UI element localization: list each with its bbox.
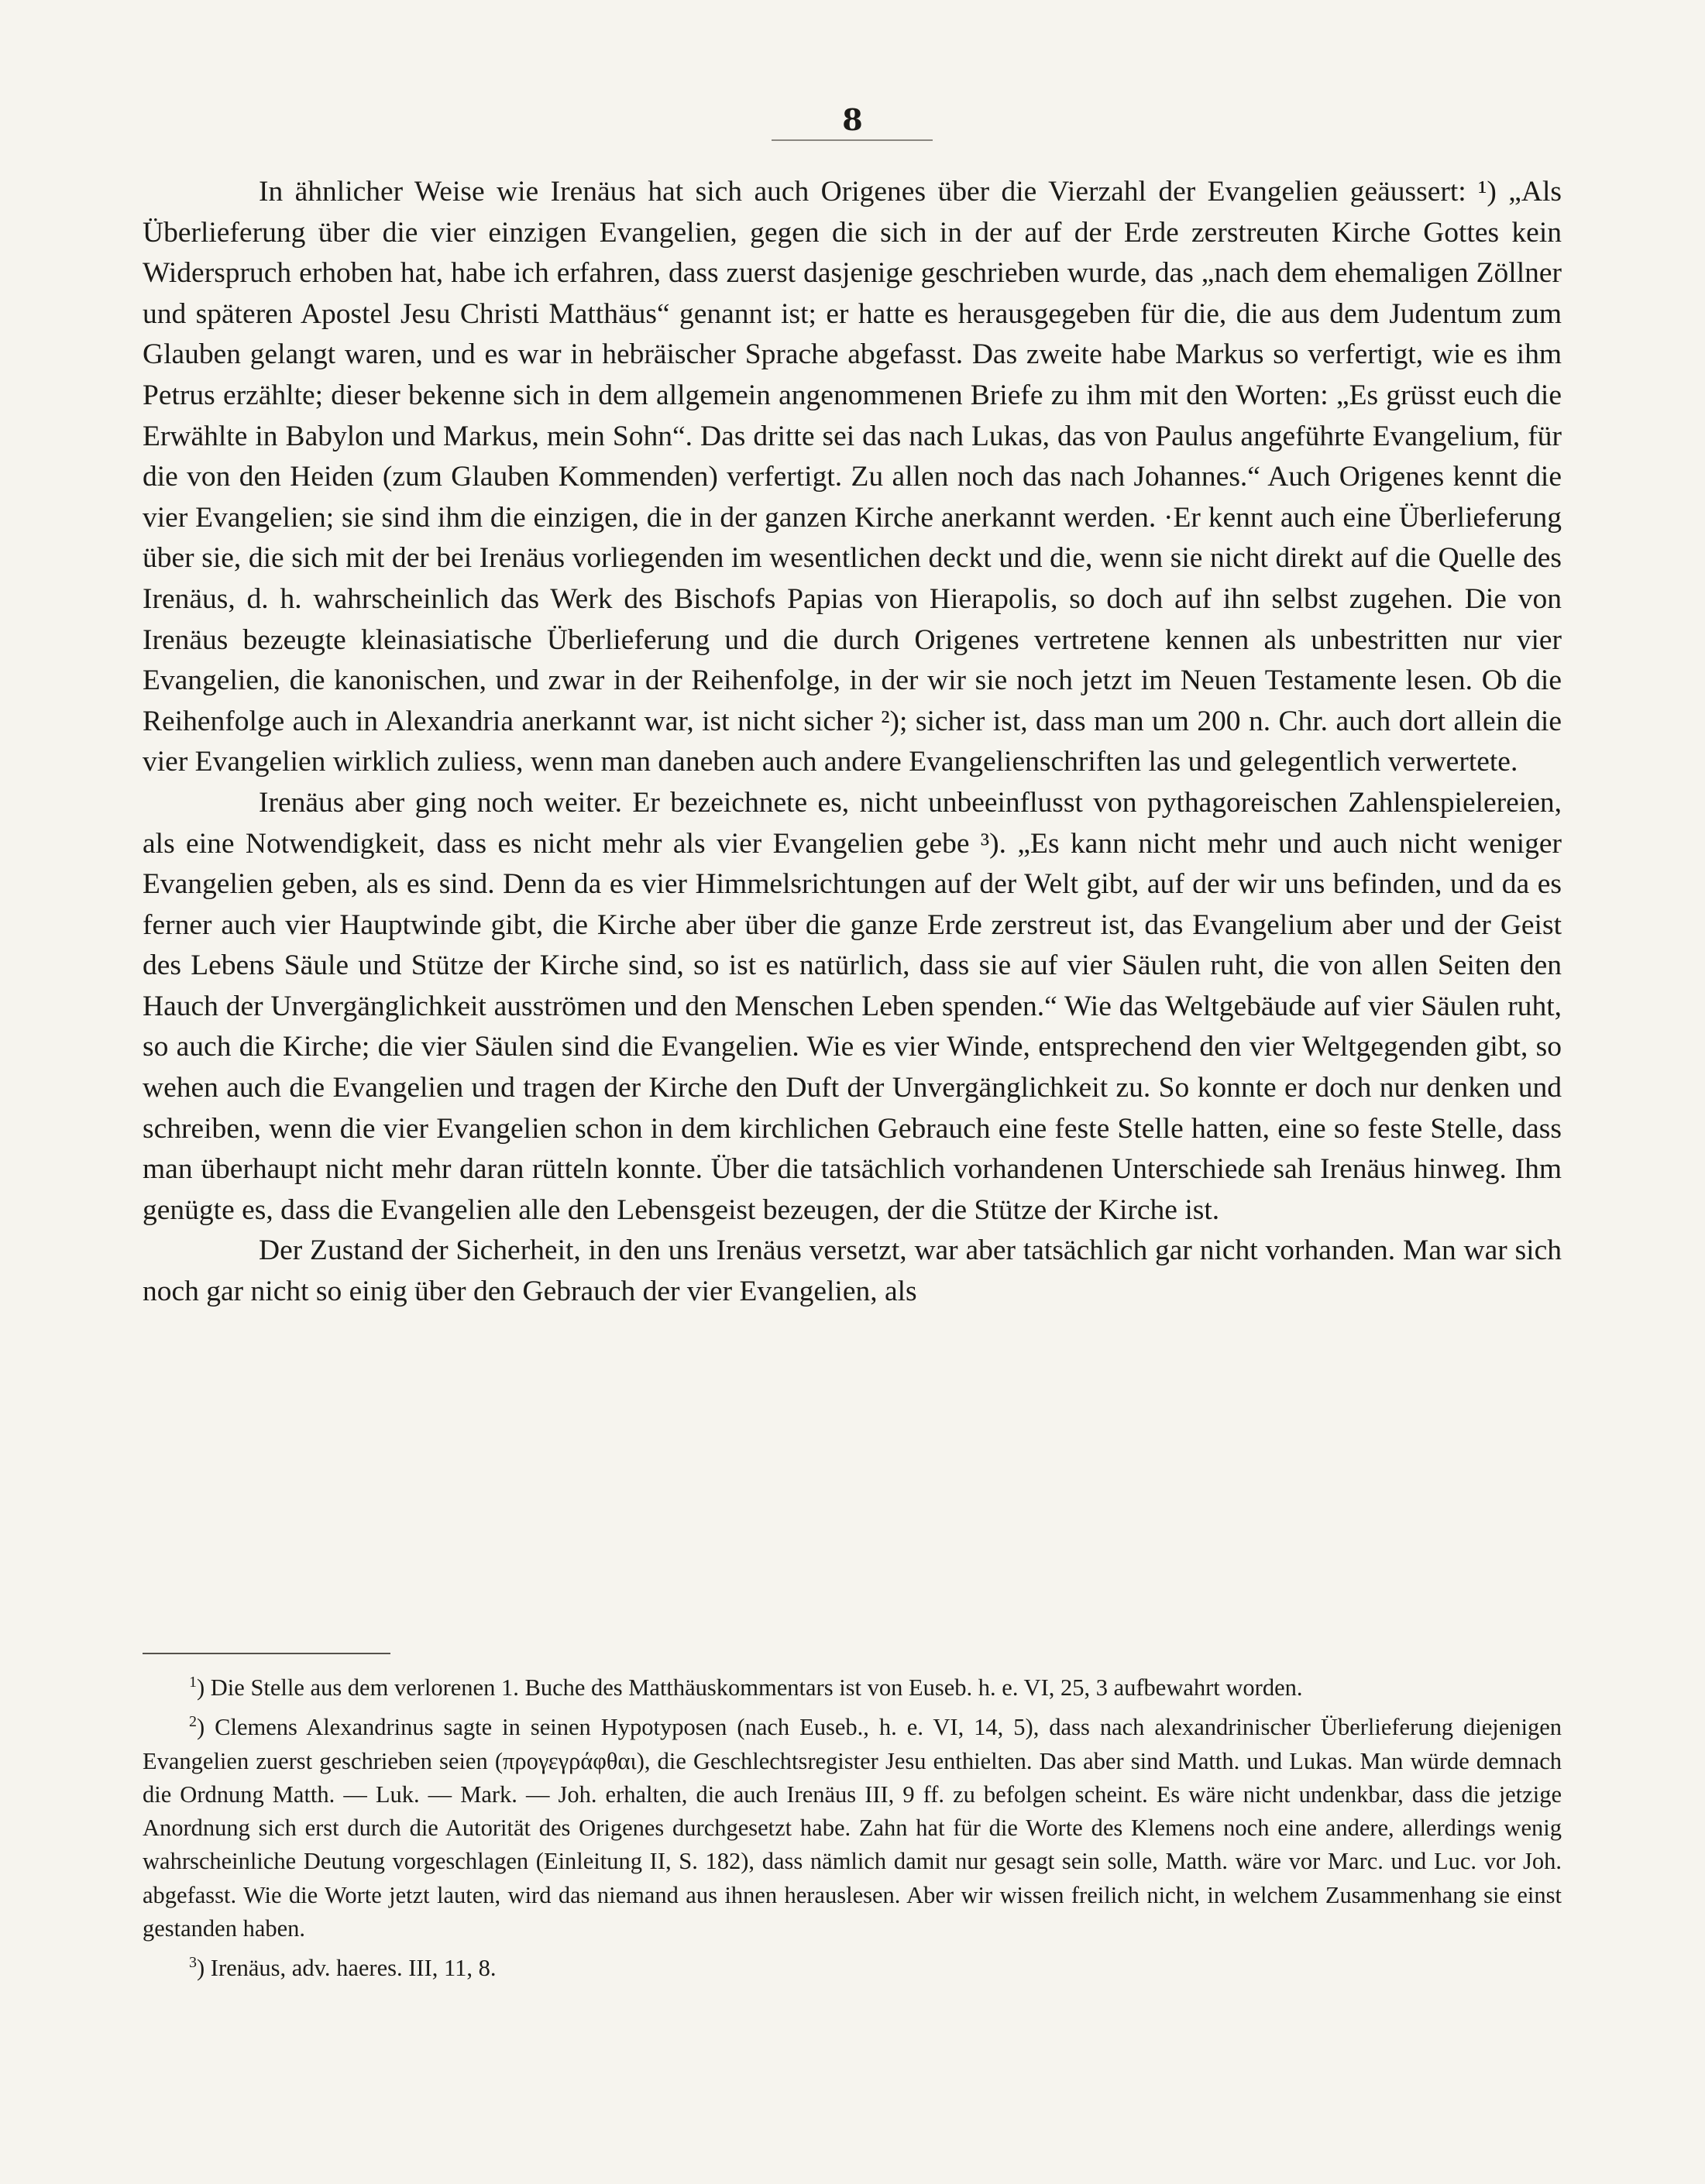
footnote-text: ) Irenäus, adv. haeres. III, 11, 8.: [197, 1955, 497, 1982]
main-text: [143, 172, 1562, 1313]
footnotes: [143, 1671, 1562, 1992]
paragraph-1: In ähnlicher Weise wie Irenäus hat sich auch Origenes über die Vierzahl der Evangelien geäussert: ¹) „Als Überlieferung über die vier einzigen Evangelien, gegen die sich in der auf der Erde zerstreuten Kirche Gottes kein Widerspruch erhoben hat, habe ich erfahren, dass zuerst dasjenige geschrieben wurde, das „nach dem ehemaligen Zöllner und späteren Apostel Jesu Christi Matthäus“ genannt ist; er hatte es herausgegeben für die, die aus dem Judentum zum Glauben gelangt waren, und es war in hebräischer Sprache abgefasst. Das zweite habe Markus so verfertigt, wie es ihm Petrus erzählte; dieser bekenne sich in dem allgemein angenommenen Briefe zu ihm mit den Worten: „Es grüsst euch die Erwählte in Babylon und Markus, mein Sohn“. Das dritte sei das nach Lukas, das von Paulus angeführte Evangelium, für die von den Heiden (zum Glauben Kommenden) verfertigt. Zu allen noch das nach Johannes.“ Auch Origenes kennt die vier Evangelien; sie sind ihm die einzigen, die in der ganzen Kirche anerkannt werden. ·Er kennt auch eine Überlieferung über sie, die sich mit der bei Irenäus vorliegenden im wesentlichen deckt und die, wenn sie nicht direkt auf die Quelle des Irenäus, d. h. wahrscheinlich das Werk des Bischofs Papias von Hierapolis, so doch auf ihn selbst zugehen. Die von Irenäus bezeugte kleinasiatische Überlieferung und die durch Origenes vertretene kennen als unbestritten nur vier Evangelien, die kanonischen, und zwar in der Reihenfolge, in der wir sie noch jetzt im Neuen Testamente lesen. Ob die Reihenfolge auch in Alexandria anerkannt war, ist nicht sicher ²); sicher ist, dass man um 200 n. Chr. auch dort allein die vier Evangelien wirklich zuliess, wenn man daneben auch andere Evangelienschriften las und gelegentlich verwertete.: [143, 176, 1562, 778]
footnote-2: [143, 1711, 1562, 1945]
page-number: 8: [842, 102, 863, 137]
footnote-mark: 3: [189, 1954, 197, 1972]
footnote-text: ) Die Stelle aus dem verlorenen 1. Buche des Matthäuskommentars ist von Euseb. h. e. VI, 25, 3 aufbewahrt worden.: [197, 1674, 1303, 1701]
footnote-text: ) Clemens Alexandrinus sagte in seinen Hypotyposen (nach Euseb., h. e. VI, 14, 5), dass nach alexandrinischer Überlieferung diejenigen Evangelien zuerst geschrieben seien (προγεγράφθαι), die Geschlechtsregister Jesu enthielten. Das aber sind Matth. und Lukas. Man würde demnach die Ordnung Matth. — Luk. — Mark. — Joh. erhalten, die auch Irenäus III, 9 ff. zu befolgen scheint. Es wäre nicht undenkbar, dass die jetzige Anordnung sich erst durch die Autorität des Origenes durchgesetzt habe. Zahn hat für die Worte des Klemens noch eine andere, allerdings wenig wahrscheinliche Deutung vorgeschlagen (Einleitung II, S. 182), dass nämlich damit nur gesagt sein solle, Matth. wäre vor Marc. und Luc. vor Joh. abgefasst. Wie die Worte jetzt lauten, wird das niemand aus ihnen herauslesen. Aber wir wissen freilich nicht, in welchem Zusammenhang sie einst gestanden haben.: [143, 1714, 1562, 1942]
paragraph-2: Irenäus aber ging noch weiter. Er bezeichnete es, nicht unbeeinflusst von pythagoreischen Zahlenspielereien, als eine Notwendigkeit, dass es nicht mehr als vier Evangelien gebe ³). „Es kann nicht mehr und auch nicht weniger Evangelien geben, als es sind. Denn da es vier Himmelsrichtungen auf der Welt gibt, auf der wir uns befinden, und da es ferner auch vier Hauptwinde gibt, die Kirche aber über die ganze Erde zerstreut ist, das Evangelium aber und der Geist des Lebens Säule und Stütze der Kirche sind, so ist es natürlich, dass sie auf vier Säulen ruht, die von allen Seiten den Hauch der Unvergänglichkeit ausströmen und den Menschen Leben spenden.“ Wie das Weltgebäude auf vier Säulen ruht, so auch die Kirche; die vier Säulen sind die Evangelien. Wie es vier Winde, entsprechend den vier Weltgegenden gibt, so wehen auch die Evangelien und tragen der Kirche den Duft der Unvergänglichkeit zu. So konnte er doch nur denken und schreiben, wenn die vier Evangelien schon in dem kirchlichen Gebrauch eine feste Stelle hatten, eine so feste Stelle, dass man überhaupt nicht mehr daran rütteln konnte. Über die tatsächlich vorhandenen Unterschiede sah Irenäus hinweg. Ihm genügte es, dass die Evangelien alle den Lebensgeist bezeugen, der die Stütze der Kirche ist.: [143, 786, 1562, 1226]
paragraph-3: Der Zustand der Sicherheit, in den uns Irenäus versetzt, war aber tatsächlich gar nicht vorhanden. Man war sich noch gar nicht so einig über den Gebrauch der vier Evangelien, als: [143, 1235, 1562, 1308]
header-rule: [772, 139, 933, 141]
footnote-mark: 2: [189, 1713, 197, 1731]
footnote-mark: 1: [189, 1673, 197, 1691]
footnote-rule: [143, 1653, 390, 1654]
footnote-3: [143, 1952, 1562, 1985]
footnote-1: [143, 1671, 1562, 1705]
